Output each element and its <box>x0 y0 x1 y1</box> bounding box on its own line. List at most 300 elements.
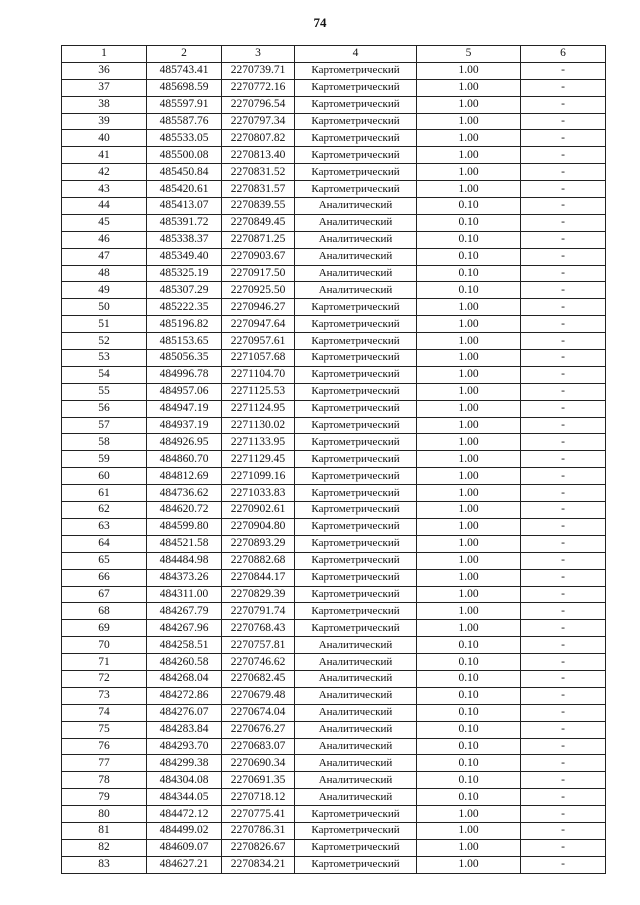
accuracy-cell: 0.10 <box>417 214 521 231</box>
point-number-cell: 61 <box>62 485 147 502</box>
x-coordinate-cell: 485056.35 <box>147 350 222 367</box>
table-row <box>62 451 606 468</box>
x-coordinate-cell: 484267.79 <box>147 603 222 620</box>
y-coordinate-cell: 2271057.68 <box>222 350 295 367</box>
accuracy-cell: 0.10 <box>417 704 521 721</box>
x-coordinate-cell: 484996.78 <box>147 366 222 383</box>
y-coordinate-cell: 2270844.17 <box>222 569 295 586</box>
method-cell: Картометрический <box>295 164 417 181</box>
accuracy-cell: 1.00 <box>417 518 521 535</box>
point-number-cell: 80 <box>62 806 147 823</box>
point-number-cell: 69 <box>62 620 147 637</box>
note-cell: - <box>521 383 606 400</box>
method-cell: Картометрический <box>295 502 417 519</box>
note-cell: - <box>521 451 606 468</box>
y-coordinate-cell: 2270917.50 <box>222 265 295 282</box>
method-cell: Картометрический <box>295 130 417 147</box>
accuracy-cell: 1.00 <box>417 822 521 839</box>
y-coordinate-cell: 2270902.61 <box>222 502 295 519</box>
y-coordinate-cell: 2271129.45 <box>222 451 295 468</box>
table-row <box>62 164 606 181</box>
x-coordinate-cell: 484311.00 <box>147 586 222 603</box>
y-coordinate-cell: 2270829.39 <box>222 586 295 603</box>
table-row <box>62 198 606 215</box>
accuracy-cell: 1.00 <box>417 806 521 823</box>
method-cell: Картометрический <box>295 485 417 502</box>
point-number-cell: 76 <box>62 738 147 755</box>
method-cell: Картометрический <box>295 96 417 113</box>
column-header: 6 <box>521 46 606 63</box>
note-cell: - <box>521 434 606 451</box>
point-number-cell: 72 <box>62 670 147 687</box>
accuracy-cell: 0.10 <box>417 637 521 654</box>
x-coordinate-cell: 485420.61 <box>147 181 222 198</box>
point-number-cell: 55 <box>62 383 147 400</box>
column-header: 5 <box>417 46 521 63</box>
method-cell: Картометрический <box>295 400 417 417</box>
accuracy-cell: 1.00 <box>417 502 521 519</box>
point-number-cell: 36 <box>62 62 147 79</box>
y-coordinate-cell: 2270757.81 <box>222 637 295 654</box>
note-cell: - <box>521 96 606 113</box>
note-cell: - <box>521 670 606 687</box>
note-cell: - <box>521 755 606 772</box>
point-number-cell: 48 <box>62 265 147 282</box>
table-row <box>62 687 606 704</box>
y-coordinate-cell: 2271124.95 <box>222 400 295 417</box>
method-cell: Картометрический <box>295 806 417 823</box>
y-coordinate-cell: 2270786.31 <box>222 822 295 839</box>
x-coordinate-cell: 484272.86 <box>147 687 222 704</box>
method-cell: Аналитический <box>295 198 417 215</box>
note-cell: - <box>521 468 606 485</box>
accuracy-cell: 0.10 <box>417 248 521 265</box>
accuracy-cell: 1.00 <box>417 130 521 147</box>
accuracy-cell: 1.00 <box>417 535 521 552</box>
x-coordinate-cell: 484484.98 <box>147 552 222 569</box>
method-cell: Картометрический <box>295 518 417 535</box>
y-coordinate-cell: 2270682.45 <box>222 670 295 687</box>
accuracy-cell: 1.00 <box>417 316 521 333</box>
y-coordinate-cell: 2270791.74 <box>222 603 295 620</box>
y-coordinate-cell: 2270796.54 <box>222 96 295 113</box>
method-cell: Картометрический <box>295 856 417 873</box>
method-cell: Картометрический <box>295 620 417 637</box>
x-coordinate-cell: 484267.96 <box>147 620 222 637</box>
point-number-cell: 37 <box>62 79 147 96</box>
point-number-cell: 75 <box>62 721 147 738</box>
note-cell: - <box>521 806 606 823</box>
column-header: 4 <box>295 46 417 63</box>
y-coordinate-cell: 2270957.61 <box>222 333 295 350</box>
note-cell: - <box>521 738 606 755</box>
note-cell: - <box>521 772 606 789</box>
point-number-cell: 58 <box>62 434 147 451</box>
point-number-cell: 67 <box>62 586 147 603</box>
method-cell: Аналитический <box>295 231 417 248</box>
note-cell: - <box>521 164 606 181</box>
y-coordinate-cell: 2270839.55 <box>222 198 295 215</box>
accuracy-cell: 1.00 <box>417 586 521 603</box>
y-coordinate-cell: 2270946.27 <box>222 299 295 316</box>
y-coordinate-cell: 2271133.95 <box>222 434 295 451</box>
accuracy-cell: 1.00 <box>417 400 521 417</box>
point-number-cell: 56 <box>62 400 147 417</box>
x-coordinate-cell: 484926.95 <box>147 434 222 451</box>
table-row <box>62 755 606 772</box>
x-coordinate-cell: 484344.05 <box>147 789 222 806</box>
y-coordinate-cell: 2270813.40 <box>222 147 295 164</box>
note-cell: - <box>521 130 606 147</box>
table-row <box>62 637 606 654</box>
method-cell: Аналитический <box>295 789 417 806</box>
note-cell: - <box>521 231 606 248</box>
note-cell: - <box>521 333 606 350</box>
x-coordinate-cell: 484812.69 <box>147 468 222 485</box>
method-cell: Аналитический <box>295 704 417 721</box>
y-coordinate-cell: 2270775.41 <box>222 806 295 823</box>
y-coordinate-cell: 2270676.27 <box>222 721 295 738</box>
point-number-cell: 74 <box>62 704 147 721</box>
method-cell: Аналитический <box>295 248 417 265</box>
y-coordinate-cell: 2270739.71 <box>222 62 295 79</box>
accuracy-cell: 0.10 <box>417 198 521 215</box>
table-row <box>62 231 606 248</box>
table-row <box>62 214 606 231</box>
table-row <box>62 839 606 856</box>
x-coordinate-cell: 485338.37 <box>147 231 222 248</box>
accuracy-cell: 1.00 <box>417 113 521 130</box>
point-number-cell: 77 <box>62 755 147 772</box>
accuracy-cell: 0.10 <box>417 654 521 671</box>
y-coordinate-cell: 2270674.04 <box>222 704 295 721</box>
y-coordinate-cell: 2270849.45 <box>222 214 295 231</box>
table-row <box>62 569 606 586</box>
coordinates-table <box>61 45 606 874</box>
point-number-cell: 46 <box>62 231 147 248</box>
y-coordinate-cell: 2271125.53 <box>222 383 295 400</box>
point-number-cell: 49 <box>62 282 147 299</box>
table-row <box>62 181 606 198</box>
accuracy-cell: 0.10 <box>417 738 521 755</box>
note-cell: - <box>521 704 606 721</box>
table-row <box>62 333 606 350</box>
method-cell: Картометрический <box>295 383 417 400</box>
table-row <box>62 806 606 823</box>
x-coordinate-cell: 484299.38 <box>147 755 222 772</box>
note-cell: - <box>521 620 606 637</box>
table-row <box>62 789 606 806</box>
point-number-cell: 62 <box>62 502 147 519</box>
note-cell: - <box>521 366 606 383</box>
table-row <box>62 535 606 552</box>
accuracy-cell: 1.00 <box>417 620 521 637</box>
method-cell: Картометрический <box>295 333 417 350</box>
point-number-cell: 45 <box>62 214 147 231</box>
y-coordinate-cell: 2270690.34 <box>222 755 295 772</box>
table-row <box>62 586 606 603</box>
x-coordinate-cell: 484373.26 <box>147 569 222 586</box>
x-coordinate-cell: 485196.82 <box>147 316 222 333</box>
x-coordinate-cell: 484860.70 <box>147 451 222 468</box>
table-row <box>62 113 606 130</box>
point-number-cell: 44 <box>62 198 147 215</box>
column-header: 1 <box>62 46 147 63</box>
y-coordinate-cell: 2270831.52 <box>222 164 295 181</box>
method-cell: Картометрический <box>295 181 417 198</box>
x-coordinate-cell: 484736.62 <box>147 485 222 502</box>
point-number-cell: 65 <box>62 552 147 569</box>
note-cell: - <box>521 856 606 873</box>
y-coordinate-cell: 2270826.67 <box>222 839 295 856</box>
table-row <box>62 654 606 671</box>
accuracy-cell: 1.00 <box>417 417 521 434</box>
y-coordinate-cell: 2270834.21 <box>222 856 295 873</box>
method-cell: Картометрический <box>295 603 417 620</box>
method-cell: Картометрический <box>295 569 417 586</box>
column-header: 2 <box>147 46 222 63</box>
x-coordinate-cell: 484957.06 <box>147 383 222 400</box>
y-coordinate-cell: 2270882.68 <box>222 552 295 569</box>
table-row <box>62 282 606 299</box>
accuracy-cell: 1.00 <box>417 96 521 113</box>
note-cell: - <box>521 535 606 552</box>
x-coordinate-cell: 485391.72 <box>147 214 222 231</box>
note-cell: - <box>521 552 606 569</box>
note-cell: - <box>521 282 606 299</box>
accuracy-cell: 0.10 <box>417 282 521 299</box>
x-coordinate-cell: 485743.41 <box>147 62 222 79</box>
accuracy-cell: 0.10 <box>417 687 521 704</box>
point-number-cell: 66 <box>62 569 147 586</box>
accuracy-cell: 1.00 <box>417 366 521 383</box>
y-coordinate-cell: 2270925.50 <box>222 282 295 299</box>
x-coordinate-cell: 484304.08 <box>147 772 222 789</box>
accuracy-cell: 1.00 <box>417 451 521 468</box>
x-coordinate-cell: 485307.29 <box>147 282 222 299</box>
method-cell: Картометрический <box>295 79 417 96</box>
table-row <box>62 79 606 96</box>
note-cell: - <box>521 586 606 603</box>
point-number-cell: 81 <box>62 822 147 839</box>
table-row <box>62 366 606 383</box>
note-cell: - <box>521 198 606 215</box>
x-coordinate-cell: 485450.84 <box>147 164 222 181</box>
table-row <box>62 485 606 502</box>
accuracy-cell: 1.00 <box>417 181 521 198</box>
x-coordinate-cell: 485153.65 <box>147 333 222 350</box>
table-row <box>62 721 606 738</box>
table-row <box>62 704 606 721</box>
method-cell: Картометрический <box>295 417 417 434</box>
note-cell: - <box>521 62 606 79</box>
point-number-cell: 73 <box>62 687 147 704</box>
accuracy-cell: 0.10 <box>417 231 521 248</box>
point-number-cell: 68 <box>62 603 147 620</box>
point-number-cell: 57 <box>62 417 147 434</box>
point-number-cell: 60 <box>62 468 147 485</box>
method-cell: Картометрический <box>295 839 417 856</box>
x-coordinate-cell: 484609.07 <box>147 839 222 856</box>
table-row <box>62 670 606 687</box>
x-coordinate-cell: 485325.19 <box>147 265 222 282</box>
point-number-cell: 50 <box>62 299 147 316</box>
method-cell: Картометрический <box>295 299 417 316</box>
note-cell: - <box>521 687 606 704</box>
point-number-cell: 53 <box>62 350 147 367</box>
point-number-cell: 79 <box>62 789 147 806</box>
point-number-cell: 39 <box>62 113 147 130</box>
note-cell: - <box>521 502 606 519</box>
point-number-cell: 40 <box>62 130 147 147</box>
accuracy-cell: 1.00 <box>417 839 521 856</box>
accuracy-cell: 0.10 <box>417 789 521 806</box>
note-cell: - <box>521 265 606 282</box>
table-row <box>62 518 606 535</box>
y-coordinate-cell: 2270768.43 <box>222 620 295 637</box>
method-cell: Аналитический <box>295 654 417 671</box>
y-coordinate-cell: 2271104.70 <box>222 366 295 383</box>
note-cell: - <box>521 79 606 96</box>
accuracy-cell: 0.10 <box>417 721 521 738</box>
table-row <box>62 772 606 789</box>
method-cell: Картометрический <box>295 451 417 468</box>
x-coordinate-cell: 484620.72 <box>147 502 222 519</box>
method-cell: Картометрический <box>295 586 417 603</box>
accuracy-cell: 1.00 <box>417 569 521 586</box>
note-cell: - <box>521 789 606 806</box>
table-row <box>62 248 606 265</box>
accuracy-cell: 1.00 <box>417 603 521 620</box>
table-row <box>62 316 606 333</box>
point-number-cell: 71 <box>62 654 147 671</box>
accuracy-cell: 1.00 <box>417 434 521 451</box>
note-cell: - <box>521 603 606 620</box>
method-cell: Картометрический <box>295 350 417 367</box>
accuracy-cell: 1.00 <box>417 79 521 96</box>
table-row <box>62 383 606 400</box>
accuracy-cell: 0.10 <box>417 265 521 282</box>
accuracy-cell: 1.00 <box>417 350 521 367</box>
y-coordinate-cell: 2270691.35 <box>222 772 295 789</box>
method-cell: Картометрический <box>295 316 417 333</box>
method-cell: Аналитический <box>295 755 417 772</box>
method-cell: Аналитический <box>295 721 417 738</box>
point-number-cell: 83 <box>62 856 147 873</box>
point-number-cell: 42 <box>62 164 147 181</box>
note-cell: - <box>521 485 606 502</box>
y-coordinate-cell: 2270807.82 <box>222 130 295 147</box>
y-coordinate-cell: 2270831.57 <box>222 181 295 198</box>
note-cell: - <box>521 248 606 265</box>
point-number-cell: 51 <box>62 316 147 333</box>
method-cell: Аналитический <box>295 670 417 687</box>
y-coordinate-cell: 2270893.29 <box>222 535 295 552</box>
y-coordinate-cell: 2271099.16 <box>222 468 295 485</box>
accuracy-cell: 1.00 <box>417 856 521 873</box>
table-row <box>62 96 606 113</box>
y-coordinate-cell: 2270871.25 <box>222 231 295 248</box>
point-number-cell: 41 <box>62 147 147 164</box>
x-coordinate-cell: 485533.05 <box>147 130 222 147</box>
x-coordinate-cell: 484260.58 <box>147 654 222 671</box>
method-cell: Аналитический <box>295 738 417 755</box>
table-row <box>62 299 606 316</box>
method-cell: Аналитический <box>295 637 417 654</box>
x-coordinate-cell: 484472.12 <box>147 806 222 823</box>
table-row <box>62 62 606 79</box>
point-number-cell: 54 <box>62 366 147 383</box>
table-row <box>62 468 606 485</box>
method-cell: Аналитический <box>295 214 417 231</box>
y-coordinate-cell: 2270772.16 <box>222 79 295 96</box>
accuracy-cell: 1.00 <box>417 299 521 316</box>
table-row <box>62 822 606 839</box>
x-coordinate-cell: 484283.84 <box>147 721 222 738</box>
page-number: 74 <box>313 15 327 30</box>
note-cell: - <box>521 637 606 654</box>
method-cell: Аналитический <box>295 687 417 704</box>
note-cell: - <box>521 299 606 316</box>
x-coordinate-cell: 484499.02 <box>147 822 222 839</box>
method-cell: Картометрический <box>295 434 417 451</box>
y-coordinate-cell: 2270903.67 <box>222 248 295 265</box>
method-cell: Аналитический <box>295 772 417 789</box>
x-coordinate-cell: 484276.07 <box>147 704 222 721</box>
table-row <box>62 856 606 873</box>
table-row <box>62 130 606 147</box>
accuracy-cell: 1.00 <box>417 147 521 164</box>
y-coordinate-cell: 2270904.80 <box>222 518 295 535</box>
table-row <box>62 502 606 519</box>
table-row <box>62 552 606 569</box>
note-cell: - <box>521 316 606 333</box>
note-cell: - <box>521 350 606 367</box>
point-number-cell: 38 <box>62 96 147 113</box>
note-cell: - <box>521 113 606 130</box>
x-coordinate-cell: 484627.21 <box>147 856 222 873</box>
note-cell: - <box>521 181 606 198</box>
y-coordinate-cell: 2271033.83 <box>222 485 295 502</box>
point-number-cell: 78 <box>62 772 147 789</box>
accuracy-cell: 1.00 <box>417 333 521 350</box>
table-row <box>62 603 606 620</box>
x-coordinate-cell: 484293.70 <box>147 738 222 755</box>
x-coordinate-cell: 485597.91 <box>147 96 222 113</box>
note-cell: - <box>521 822 606 839</box>
note-cell: - <box>521 518 606 535</box>
table-row <box>62 434 606 451</box>
note-cell: - <box>521 417 606 434</box>
y-coordinate-cell: 2270947.64 <box>222 316 295 333</box>
accuracy-cell: 0.10 <box>417 755 521 772</box>
y-coordinate-cell: 2271130.02 <box>222 417 295 434</box>
table-row <box>62 738 606 755</box>
x-coordinate-cell: 484937.19 <box>147 417 222 434</box>
x-coordinate-cell: 485500.08 <box>147 147 222 164</box>
note-cell: - <box>521 721 606 738</box>
y-coordinate-cell: 2270746.62 <box>222 654 295 671</box>
point-number-cell: 70 <box>62 637 147 654</box>
point-number-cell: 59 <box>62 451 147 468</box>
accuracy-cell: 1.00 <box>417 383 521 400</box>
accuracy-cell: 0.10 <box>417 670 521 687</box>
point-number-cell: 82 <box>62 839 147 856</box>
method-cell: Картометрический <box>295 822 417 839</box>
method-cell: Картометрический <box>295 62 417 79</box>
x-coordinate-cell: 485413.07 <box>147 198 222 215</box>
table-header-row <box>62 46 606 63</box>
